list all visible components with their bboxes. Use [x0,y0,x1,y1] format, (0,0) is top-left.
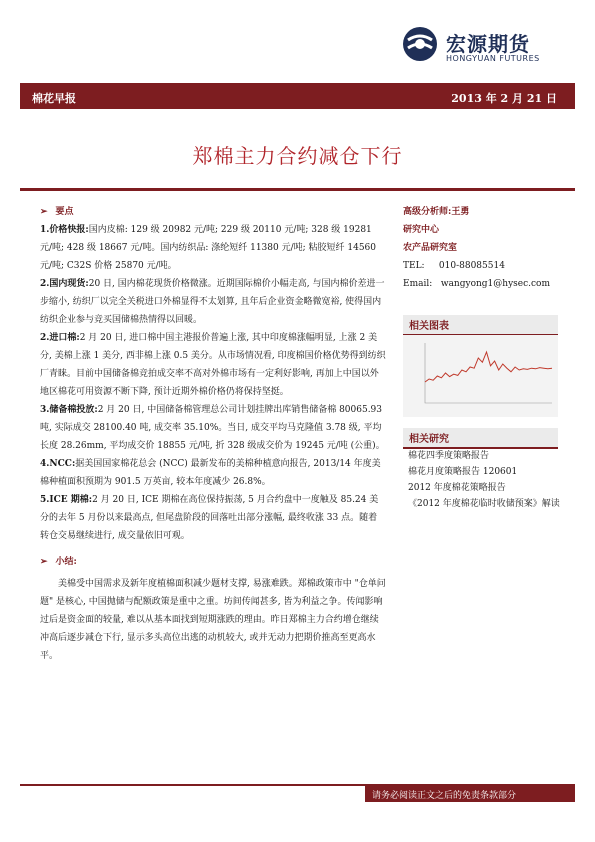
footer-disclaimer: 请务必阅读正文之后的免责条款部分 [372,791,517,801]
sidebar [403,203,558,293]
email-link[interactable]: wangyong1@hysec.com [440,279,550,289]
arrow-icon: ➢ [40,557,48,567]
point-ncc: 4.NCC:据美国国家棉花总会 (NCC) 最新发布的美棉种植意向报告, 2013/14 年度美棉种植面积预期为 901.5 万英亩, 较本年度减少 26.8%。 [40,459,381,487]
team: 农产品研究室 [403,243,458,253]
research-item[interactable]: 棉花四季度策略报告 [408,451,490,461]
page-title: 郑棉主力合约减仓下行 [192,144,403,168]
research-item[interactable]: 2012 年度棉花策略报告 [408,483,506,493]
point-reserve: 3.储备棉投放:2 月 20 日, 中国储备棉管理总公司计划挂牌出库销售储备棉 80065.93 吨, 实际成交 28100.40 吨, 成交率 35.10%。当日, 成交平均马克隆值 3.78 级, 平均长度 28.26mm, 平均成交价 18855 元/吨, 折 328 级成交价为 19245 元/吨 (公重)。 [40,405,385,451]
company-logo-icon [402,26,438,62]
brand-name-en: HONGYUAN FUTURES [446,54,540,63]
brand-name: 宏源期货 [446,32,530,56]
chart-heading: 相关图表 [403,315,558,336]
department: 研究中心 [403,225,440,235]
report-type: 棉花早报 [32,92,76,105]
arrow-icon: ➢ [40,207,48,217]
tel-line: TEL: 010-88085514 [403,261,505,271]
research-item[interactable]: 棉花月度策略报告 120601 [408,467,518,477]
divider [20,188,575,191]
related-chart [403,335,558,417]
highlights-heading: ➢ 要点 [40,207,74,217]
report-date: 2013 年 2 月 21 日 [451,92,557,105]
email-line: Email: wangyong1@hysec.com [403,279,550,289]
analyst-name: 高级分析师:王勇 [403,207,470,217]
summary-heading: ➢ 小结: [40,557,77,567]
point-spot: 2.国内现货:20 日, 国内棉花现货价格微涨。近期国际棉价小幅走高, 与国内棉价差进一步缩小, 纺织厂以完全关税进口外棉显得不太划算, 且年后企业资金略微宽裕, 使得国内纺织企业参与竞买国储棉热情得以回暖。 [40,279,385,325]
point-import: 2.进口棉:2 月 20 日, 进口棉中国主港报价普遍上涨, 其中印度棉涨幅明显, 上涨 2 美分, 美棉上涨 1 美分, 西非棉上涨 0.5 美分。从市场情况看, 印度棉国价格优势得到纺织厂青睐。目前中国储备棉竞拍成交率不高对外棉市场有一定利好影响, 再加上中国以外地区棉花可用资源不断下降, 预计近期外棉价格仍将保持坚挺。 [40,333,386,397]
chart-axes [425,343,552,403]
main-content [40,203,386,665]
research-heading: 相关研究 [403,428,558,449]
chart-series-line [425,352,552,382]
point-ice: 5.ICE 期棉:2 月 20 日, ICE 期棉在高位保持振荡, 5 月合约盘中一度触及 85.24 美分的去年 5 月份以来最高点, 但尾盘阶段的回落吐出部分涨幅, 最终收涨 33 点。随着转仓交易继续进行, 成交量依旧可观。 [40,495,379,541]
research-list [408,448,563,512]
research-item[interactable]: 《2012 年度棉花临时收储预案》解读 [408,499,560,509]
chart-svg [403,335,558,417]
summary-text: 美棉受中国需求及新年度植棉面积减少题材支撑, 易涨难跌。郑棉政策市中 "仓单问题" 是核心, 中国抛储与配额政策是重中之重。坊间传闻甚多, 皆为利益之争。传闻影响过后是资金面的较量, 难以从基本面找到短期涨跌的理由。昨日郑棉主力合约增仓继续冲高后逐步减仓下行, 显示多头高位出逃的动机较大, 或并无动力把期价推高至更高水平。 [40,579,386,661]
point-price: 1.价格快报:国内皮棉: 129 级 20982 元/吨; 229 级 20110 元/吨; 328 级 19281 元/吨; 428 级 18667 元/吨。国内纺织品: 涤纶短纤 11380 元/吨; 粘胶短纤 14560 元/吨; C32S 价格 25870 元/吨。 [40,225,377,271]
